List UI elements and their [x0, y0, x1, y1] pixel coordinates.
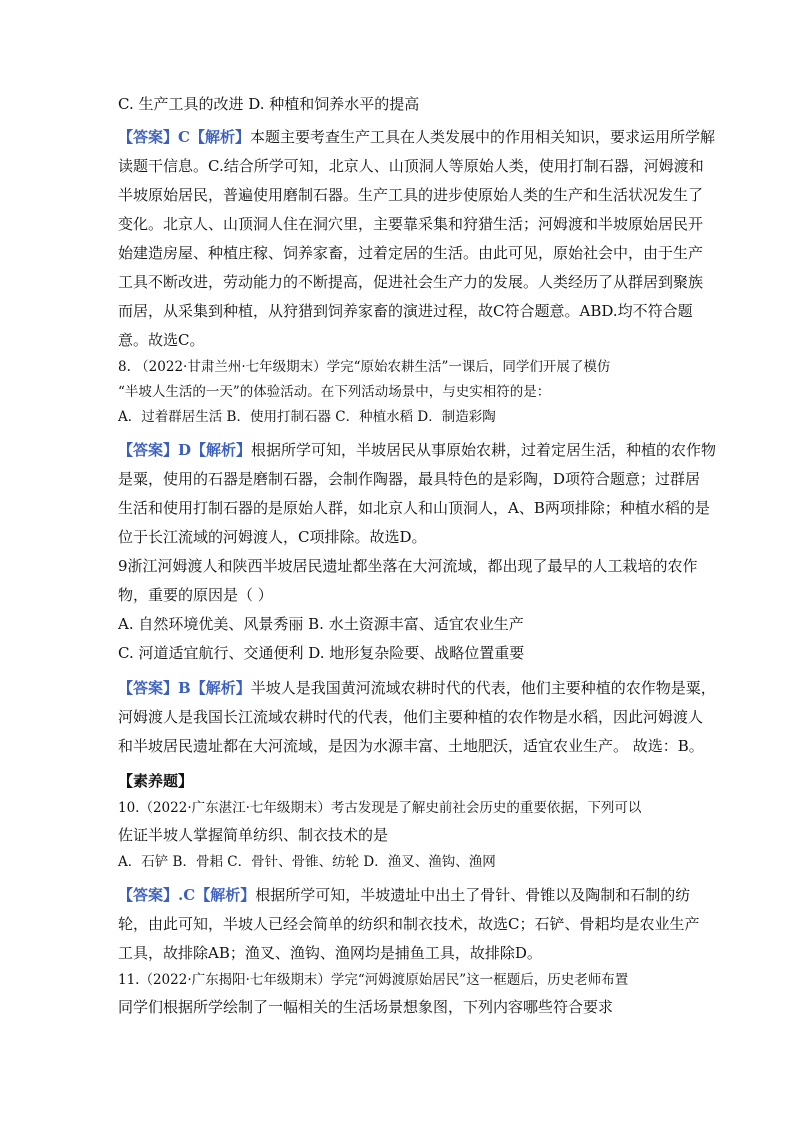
section-title: 【素养题】 [118, 772, 194, 790]
document-page [118, 90, 717, 1022]
analysis-text: 本题主要考查生产工具在人类发展中的作用相关知识，要求运用所学解 [249, 128, 715, 146]
q11-stem-line-1: 11.（2022·广东揭阳·七年级期末）学完“河姆渡原始居民”这一框题后，历史老师布置 [118, 972, 629, 988]
analysis-line: 意。故选C。 [118, 331, 205, 349]
analysis-line: 工具，故排除AB；渔叉、渔钩、渔网均是捕鱼工具，故排除D。 [118, 944, 542, 962]
analysis-tag: 【解析】 [191, 441, 252, 459]
q10-answer-line-1 [118, 881, 691, 910]
answer-tag: 【答案】 [118, 128, 179, 146]
question-10 [118, 796, 678, 875]
analysis-text: 根据所学可知，半坡遗址中出土了骨针、骨锥以及陶制和石制的纺 [255, 886, 691, 904]
q10-stem-line-1: 10.（2022·广东湛江·七年级期末）考古发现是了解史前社会历史的重要依据，下列可以 [118, 800, 642, 816]
analysis-tag: 【解析】 [195, 886, 256, 904]
analysis-line: 轮，由此可知，半坡人已经会简单的纺织和制衣技术，故选C；石铲、骨耜均是农业生产 [118, 915, 700, 933]
question-11 [118, 968, 678, 1022]
q7-answer-line-1 [118, 123, 715, 152]
q8-stem-line-2: “半坡人生活的一天”的体验活动。在下列活动场景中，与史实相符的是： [118, 384, 551, 400]
analysis-line: 工具不断改进，劳动能力的不断提高，促进社会生产力的发展。人类经历了从群居到聚族 [118, 273, 704, 291]
q8-options: A．过着群居生活 B．使用打制石器 C．种植水稻 D．制造彩陶 [118, 409, 496, 425]
analysis-line: 半坡原始居民，普遍使用磨制石器。生产工具的进步使原始人类的生产和生活状况发生了 [118, 186, 704, 204]
answer-letter: D [178, 441, 192, 459]
analysis-line: 河姆渡人是我国长江流域农耕时代的代表，他们主要种植的农作物是水稻，因此河姆渡人 [118, 708, 704, 726]
answer-tag: 【答案】 [118, 886, 179, 904]
question-8 [118, 355, 678, 430]
q9-answer-line-1 [118, 674, 716, 703]
analysis-tag: 【解析】 [190, 679, 251, 697]
q9-answer-block [118, 674, 716, 761]
answer-letter: B [178, 679, 191, 697]
analysis-line: 生活和使用打制石器的是原始人群，如北京人和山顶洞人，A、B两项排除；种植水稻的是 [118, 499, 710, 517]
q7-answer-block [118, 123, 715, 355]
analysis-line: 和半坡居民遗址都在大河流域，是因为水源丰富、土地肥沃，适宜农业生产。 故选：B。 [118, 737, 704, 755]
analysis-line: 是粟，使用的石器是磨制石器，会制作陶器，最具特色的是彩陶，D项符合题意；过群居 [118, 470, 701, 488]
q11-stem-line-2: 同学们根据所学绘制了一幅相关的生活场景想象图，下列内容哪些符合要求 [118, 998, 614, 1016]
analysis-text: 根据所学可知，半坡居民从事原始农耕，过着定居生活，种植的农作物 [251, 441, 717, 459]
q10-answer-block [118, 881, 700, 968]
q7-options-cd: C. 生产工具的改进 D. 种植和饲养水平的提高 [118, 95, 420, 113]
answer-tag: 【答案】 [118, 679, 179, 697]
q9-stem-line-1: 9浙江河姆渡人和陕西半坡居民遗址都坐落在大河流域，都出现了最早的人工栽培的农作 [118, 557, 698, 575]
q8-stem-line-1: 8. （2022·甘肃兰州·七年级期末）学完“原始农耕生活”一课后，同学们开展了模仿 [118, 359, 611, 375]
analysis-line: 位于长江流域的河姆渡人，C项排除。故选D。 [118, 528, 427, 546]
q10-stem-line-2: 佐证半坡人掌握简单纺织、制衣技术的是 [118, 826, 389, 844]
analysis-tag: 【解析】 [189, 128, 250, 146]
answer-letter: C [178, 128, 190, 146]
analysis-text: 半坡人是我国黄河流域农耕时代的代表，他们主要种植的农作物是粟， [250, 679, 716, 697]
answer-letter: .C [178, 886, 196, 904]
q9-options-cd: C. 河道适宜航行、交通便利 D. 地形复杂险要、战略位置重要 [118, 644, 525, 662]
q8-answer-block [118, 436, 717, 552]
analysis-line: 变化。北京人、山顶洞人住在洞穴里，主要靠采集和狩猎生活；河姆渡和半坡原始居民开 [118, 215, 704, 233]
question-9 [118, 552, 698, 668]
answer-tag: 【答案】 [118, 441, 179, 459]
q10-options: A．石铲 B．骨耜 C．骨针、骨锥、纺轮 D．渔叉、渔钩、渔网 [118, 854, 496, 870]
analysis-line: 而居，从采集到种植，从狩猎到饲养家畜的演进过程，故C符合题意。ABD.均不符合题 [118, 302, 693, 320]
analysis-line: 始建造房屋、种植庄稼、饲养家畜，过着定居的生活。由此可见，原始社会中，由于生产 [118, 244, 704, 262]
analysis-line: 读题干信息。C.结合所学可知，北京人、山顶洞人等原始人类，使用打制石器，河姆渡和 [118, 157, 704, 175]
q9-options-ab: A. 自然环境优美、风景秀丽 B. 水土资源丰富、适宜农业生产 [118, 615, 524, 633]
q8-answer-line-1 [118, 436, 717, 465]
q9-stem-line-2: 物，重要的原因是（ ） [118, 586, 273, 604]
